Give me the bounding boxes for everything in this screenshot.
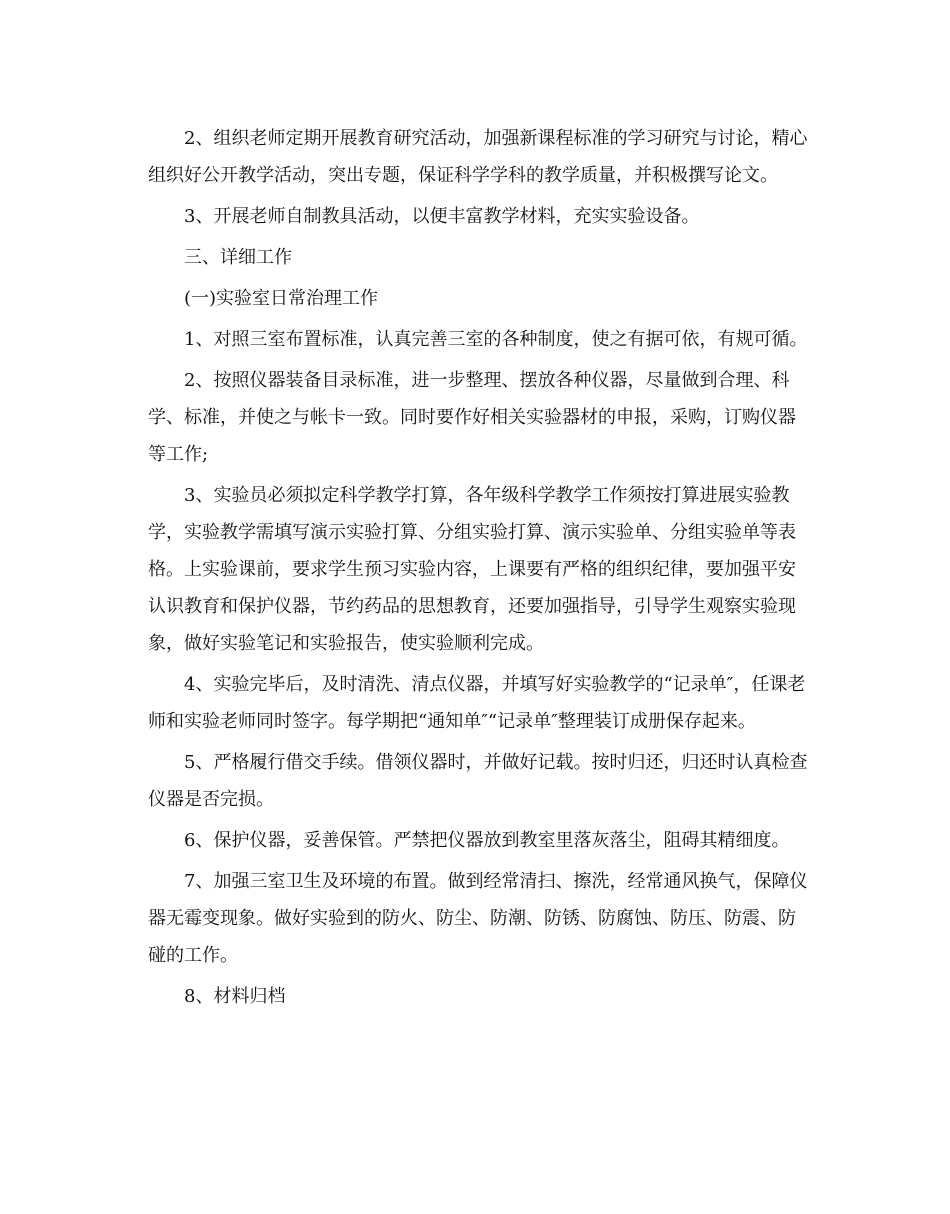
paragraph-4: 2、按照仪器装备目录标准，进一步整理、摆放各种仪器，尽量做到合理、科学、标准，并使之与帐卡一致。同时要作好相关实验器材的申报，采购，订购仪器等工作; [148,370,796,465]
paragraph-3: 1、对照三室布置标准，认真完善三室的各种制度，使之有据可依，有规可循。 [184,329,808,350]
paragraph-1: 2、组织老师定期开展教育研究活动，加强新课程标准的学习研究与讨论，精心组织好公开教学活动，突出专题，保证科学学科的教学质量，并积极撰写论文。 [148,128,808,186]
paragraph-7: 5、严格履行借交手续。借领仪器时，并做好记载。按时归还，归还时认真检查仪器是否完损。 [148,752,808,810]
document-body [148,120,808,1019]
paragraph-8: 6、保护仪器，妥善保管。严禁把仪器放到教室里落灰落尘，阻碍其精细度。 [184,830,790,851]
paragraph-10: 8、材料归档 [184,986,286,1007]
section-heading: 三、详细工作 [184,247,292,268]
paragraph-9: 7、加强三室卫生及环境的布置。做到经常清扫、擦洗，经常通风换气，保障仪器无霉变现象。做好实验到的防火、防尘、防潮、防锈、防腐蚀、防压、防震、防碰的工作。 [148,871,808,966]
subsection-heading: (一)实验室日常治理工作 [184,288,379,309]
paragraph-5: 3、实验员必须拟定科学教学打算，各年级科学教学工作须按打算进展实验教学，实验教学需填写演示实验打算、分组实验打算、演示实验单、分组实验单等表格。上实验课前，要求学生预习实验内容，上课要有严格的组织纪律，要加强平安认识教育和保护仪器，节约药品的思想教育，还要加强指导，引导学生观察实验现象，做好实验笔记和实验报告，使实验顺利完成。 [148,485,796,654]
paragraph-2: 3、开展老师自制教具活动，以便丰富教学材料，充实实验设备。 [184,206,700,227]
paragraph-6: 4、实验完毕后，及时清洗、清点仪器，并填写好实验教学的“记录单″，任课老师和实验老师同时签字。每学期把“通知单″“记录单″整理装订成册保存起来。 [148,674,806,732]
